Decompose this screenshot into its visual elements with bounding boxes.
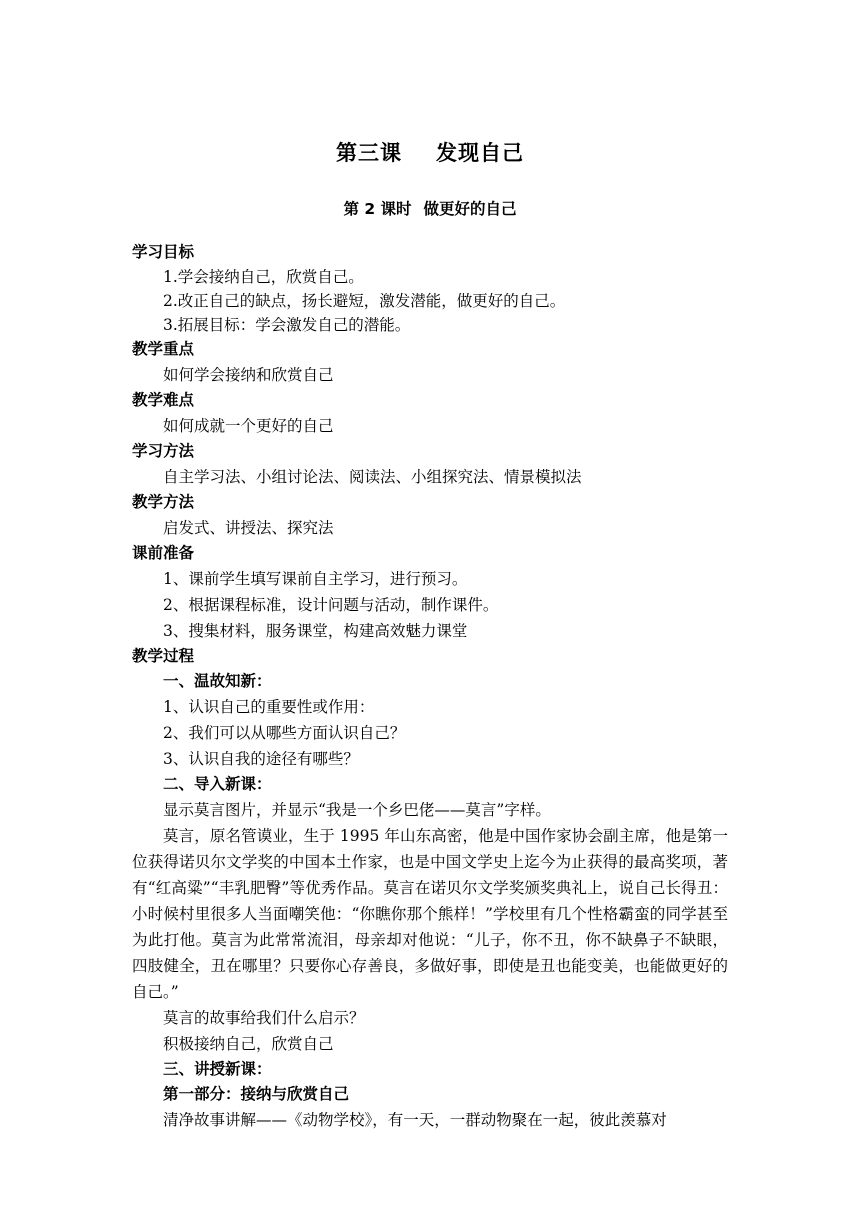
review-item: 3、认识自我的途径有哪些？	[163, 750, 359, 768]
preparation-item: 2、根据课程标准，设计问题与活动，制作课件。	[163, 596, 499, 614]
learning-methods-text: 自主学习法、小组讨论法、阅读法、小组探究法、情景模拟法	[163, 468, 582, 486]
learning-methods-heading: 学习方法	[132, 442, 195, 460]
mo-yan-story-paragraph: 莫言，原名管谟业，生于 1995 年山东高密，他是中国作家协会副主席，他是第一位获得诺贝尔文学奖的中国本土作家，也是中国文学史上迄今为止获得的最高奖项，著有“红高粱”“丰乳肥臀”等优秀作品。莫言在诺贝尔文学奖颁奖典礼上，说自己长得丑：小时候村里很多人当面嘲笑他：“你瞧你那个熊样！”学校里有几个性格霸蛮的同学甚至为此打他。莫言为此常常流泪，母亲却对他说：“儿子，你不丑，你不缺鼻子不缺眼，四肢健全，丑在哪里？只要你心存善良，多做好事，即使是丑也能变美，也能做更好的自己。”	[132, 827, 728, 1001]
review-heading: 一、温故知新：	[163, 672, 272, 690]
learning-goals-heading: 学习目标	[132, 243, 195, 261]
teaching-methods-text: 启发式、讲授法、探究法	[163, 519, 334, 537]
story-answer: 积极接纳自己，欣赏自己	[163, 1035, 334, 1053]
subtitle-part2: 做更好的自己	[423, 200, 517, 218]
learning-goal-item: 1.学会接纳自己，欣赏自己。	[163, 268, 364, 286]
part-one-heading: 第一部分：接纳与欣赏自己	[163, 1085, 350, 1103]
key-points-text: 如何学会接纳和欣赏自己	[163, 366, 334, 384]
preparation-heading: 课前准备	[132, 544, 195, 562]
title-part1: 第三课	[336, 141, 402, 165]
preparation-item: 1、课前学生填写课前自主学习，进行预习。	[163, 570, 468, 588]
document-body	[132, 240, 728, 1133]
preparation-item: 3、搜集材料，服务课堂，构建高效魅力课堂	[163, 622, 468, 640]
review-item: 1、认识自己的重要性或作用：	[163, 698, 375, 716]
teaching-methods-heading: 教学方法	[132, 493, 195, 511]
title-part2: 发现自己	[436, 141, 524, 165]
page-subtitle	[0, 197, 860, 219]
learning-goal-item: 2.改正自己的缺点，扬长避短，激发潜能，做更好的自己。	[163, 292, 566, 310]
difficulties-heading: 教学难点	[132, 391, 195, 409]
process-heading: 教学过程	[132, 647, 195, 665]
difficulties-text: 如何成就一个更好的自己	[163, 417, 334, 435]
subtitle-part1: 第 2 课时	[343, 200, 412, 218]
new-lesson-heading: 三、讲授新课：	[163, 1060, 272, 1078]
story-question: 莫言的故事给我们什么启示？	[163, 1009, 365, 1027]
key-points-heading: 教学重点	[132, 340, 195, 358]
intro-paragraph: 显示莫言图片，并显示“我是一个乡巴佬——莫言”字样。	[163, 801, 551, 819]
intro-heading: 二、导入新课：	[163, 775, 272, 793]
animal-school-paragraph: 清净故事讲解——《动物学校》，有一天，一群动物聚在一起，彼此羡慕对	[163, 1111, 667, 1129]
review-item: 2、我们可以从哪些方面认识自己？	[163, 724, 406, 742]
page-title	[0, 137, 860, 167]
learning-goal-item: 3.拓展目标：学会激发自己的潜能。	[163, 316, 411, 334]
